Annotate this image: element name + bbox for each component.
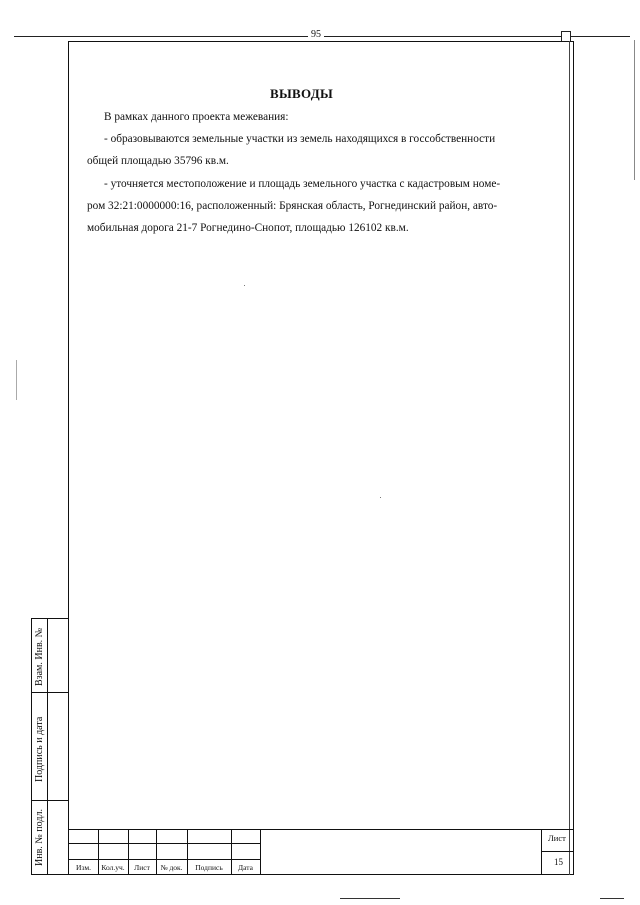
side-stamp-divider [31,692,69,693]
col-signature: Подпись [195,863,223,872]
item2-line1: - уточняется местоположение и площадь земельного участка с кадастровым номе- [104,178,501,190]
title-block-col-line [260,829,261,875]
page-number: 95 [308,29,324,40]
scan-speck [244,285,245,286]
sheet-label: Лист [548,833,566,843]
scan-artifact-edge [634,40,635,180]
item2-line3: мобильная дорога 21-7 Рогнедино-Снопот, площадью 126102 кв.м. [87,222,409,234]
col-doc-no: № док. [160,863,183,872]
frame-inner-border [569,41,570,875]
side-label-signature-date: Подпись и дата [34,716,45,782]
side-stamp-divider [31,800,69,801]
side-label-original-inv: Инв. № подл. [34,809,45,866]
col-date: Дата [238,863,253,872]
scan-speck [380,497,381,498]
intro-paragraph: В рамках данного проекта межевания: [104,111,289,123]
item1-line1: - образовываются земельные участки из земель находящихся в госсобственности [104,133,496,145]
document-title: ВЫВОДЫ [270,86,334,101]
scan-artifact-line [600,898,624,899]
item1-line2: общей площадью 35796 кв.м. [87,155,229,167]
sheet-number: 15 [554,857,563,867]
col-izm: Изм. [76,863,91,872]
col-kol-uch: Кол.уч. [101,863,125,872]
scan-artifact-line [340,898,400,899]
item2-line2: ром 32:21:0000000:16, расположенный: Брянская область, Рогнединский район, авто- [87,200,498,212]
title-block-col-line [541,829,542,875]
side-label-replaced-inv: Взам. Инв. № [34,627,45,686]
col-list: Лист [134,863,150,872]
scan-artifact-edge [16,360,17,400]
title-block-row-line [541,851,574,852]
